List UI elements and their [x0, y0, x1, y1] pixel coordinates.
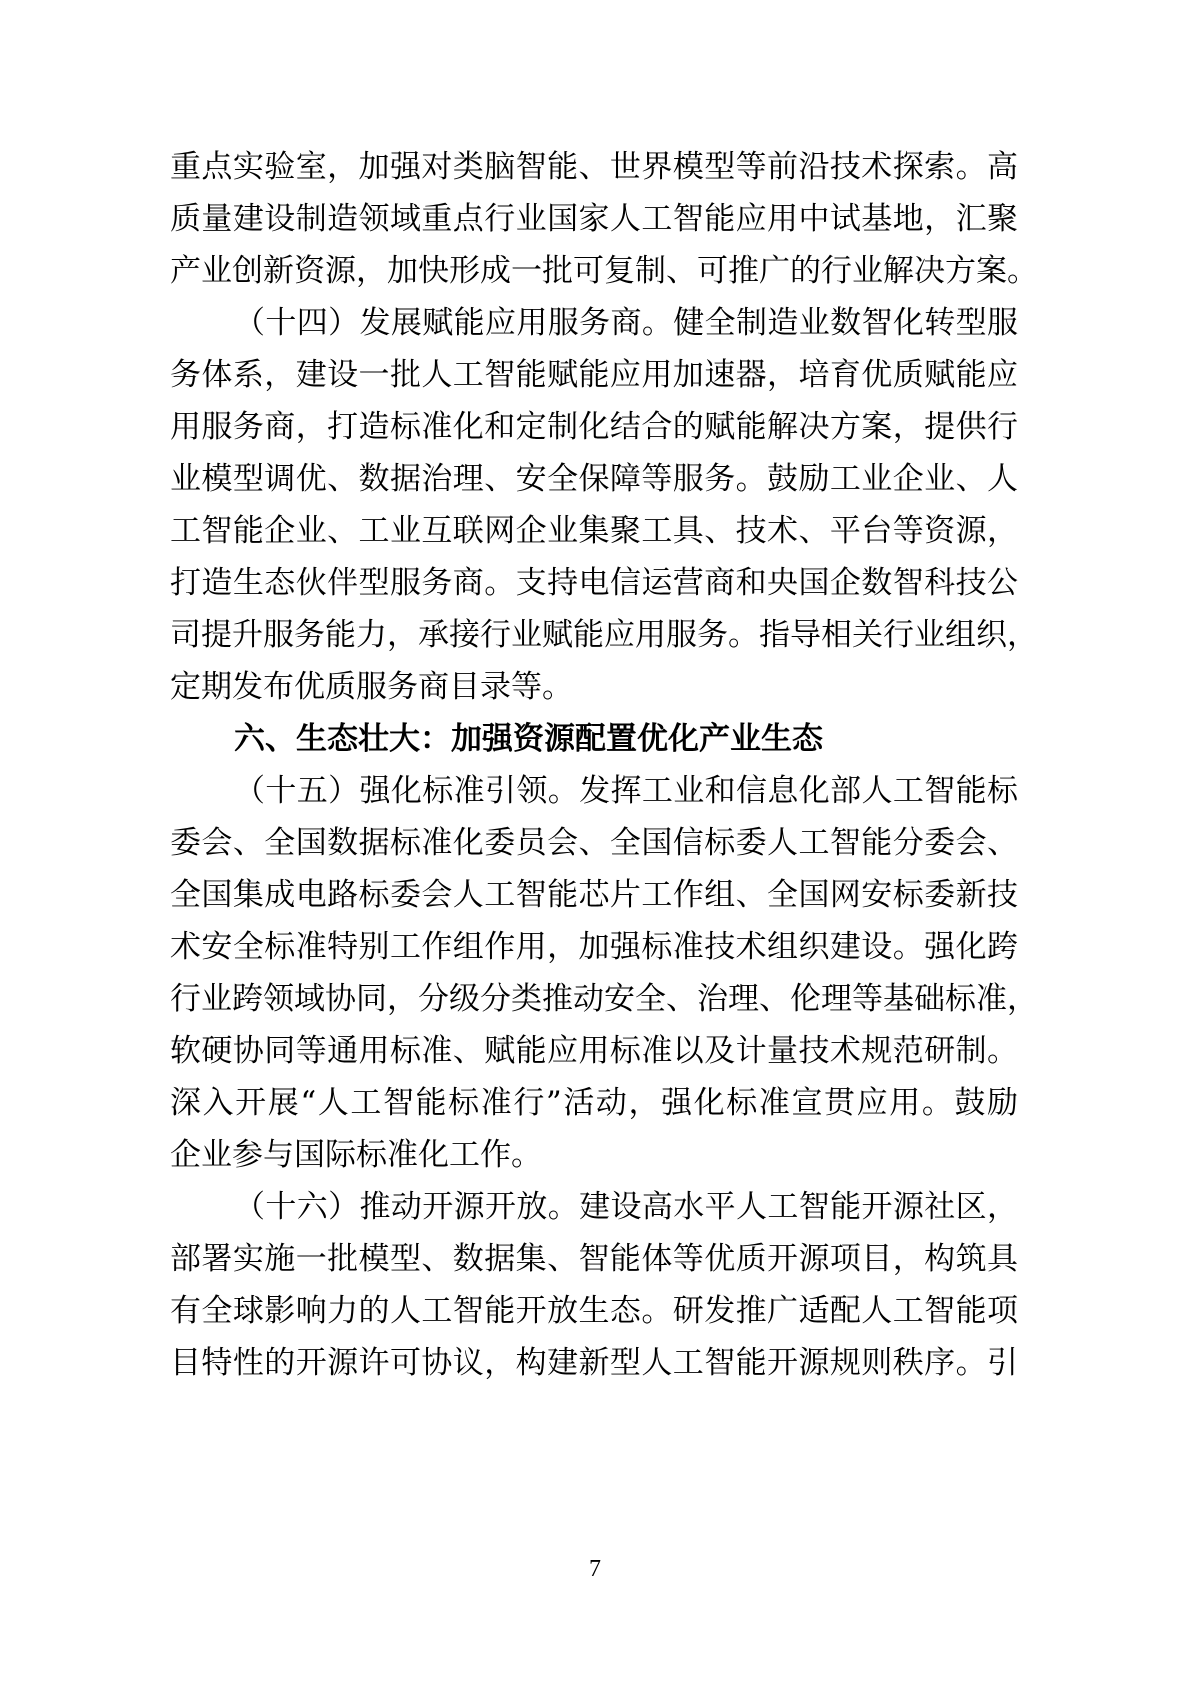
body-text-line: 企业参与国际标准化工作。: [170, 1137, 542, 1173]
body-text-line: 目特性的开源许可协议，构建新型人工智能开源规则秩序。引: [170, 1345, 1018, 1381]
body-text-line: 定期发布优质服务商目录等。: [170, 669, 573, 705]
body-text-line: 深入开展“人工智能标准行”活动，强化标准宣贯应用。鼓励: [170, 1085, 1018, 1121]
body-text-line: 工智能企业、工业互联网企业集聚工具、技术、平台等资源，: [170, 513, 1018, 549]
body-text-line: 全国集成电路标委会人工智能芯片工作组、全国网安标委新技: [170, 877, 1018, 913]
body-text-line: 有全球影响力的人工智能开放生态。研发推广适配人工智能项: [170, 1293, 1018, 1329]
body-text-line: 行业跨领域协同，分级分类推动安全、治理、伦理等基础标准，: [170, 981, 1038, 1017]
body-text-line: 司提升服务能力，承接行业赋能应用服务。指导相关行业组织，: [170, 617, 1038, 653]
body-text-line: 质量建设制造领域重点行业国家人工智能应用中试基地，汇聚: [170, 201, 1018, 237]
body-text-line: 业模型调优、数据治理、安全保障等服务。鼓励工业企业、人: [170, 461, 1018, 497]
chapter-heading: 六、生态壮大：加强资源配置优化产业生态: [234, 721, 823, 757]
section-heading-15: （十五）强化标准引领。发挥工业和信息化部人工智能标: [234, 773, 1018, 809]
body-text-line: 委会、全国数据标准化委员会、全国信标委人工智能分委会、: [170, 825, 1018, 861]
body-text-line: 部署实施一批模型、数据集、智能体等优质开源项目，构筑具: [170, 1241, 1018, 1277]
body-text-line: 软硬协同等通用标准、赋能应用标准以及计量技术规范研制。: [170, 1033, 1018, 1069]
body-text-line: 打造生态伙伴型服务商。支持电信运营商和央国企数智科技公: [170, 565, 1018, 601]
section-heading-14: （十四）发展赋能应用服务商。健全制造业数智化转型服: [234, 305, 1018, 341]
page-number: 7: [589, 1556, 601, 1582]
section-heading-16: （十六）推动开源开放。建设高水平人工智能开源社区，: [234, 1189, 1018, 1225]
body-text-line: 用服务商，打造标准化和定制化结合的赋能解决方案，提供行: [170, 409, 1018, 445]
body-text-line: 务体系，建设一批人工智能赋能应用加速器，培育优质赋能应: [170, 357, 1018, 393]
body-text-line: 产业创新资源，加快形成一批可复制、可推广的行业解决方案。: [170, 253, 1038, 289]
body-text-line: 术安全标准特别工作组作用，加强标准技术组织建设。强化跨: [170, 929, 1018, 965]
body-text-line: 重点实验室，加强对类脑智能、世界模型等前沿技术探索。高: [170, 149, 1018, 185]
